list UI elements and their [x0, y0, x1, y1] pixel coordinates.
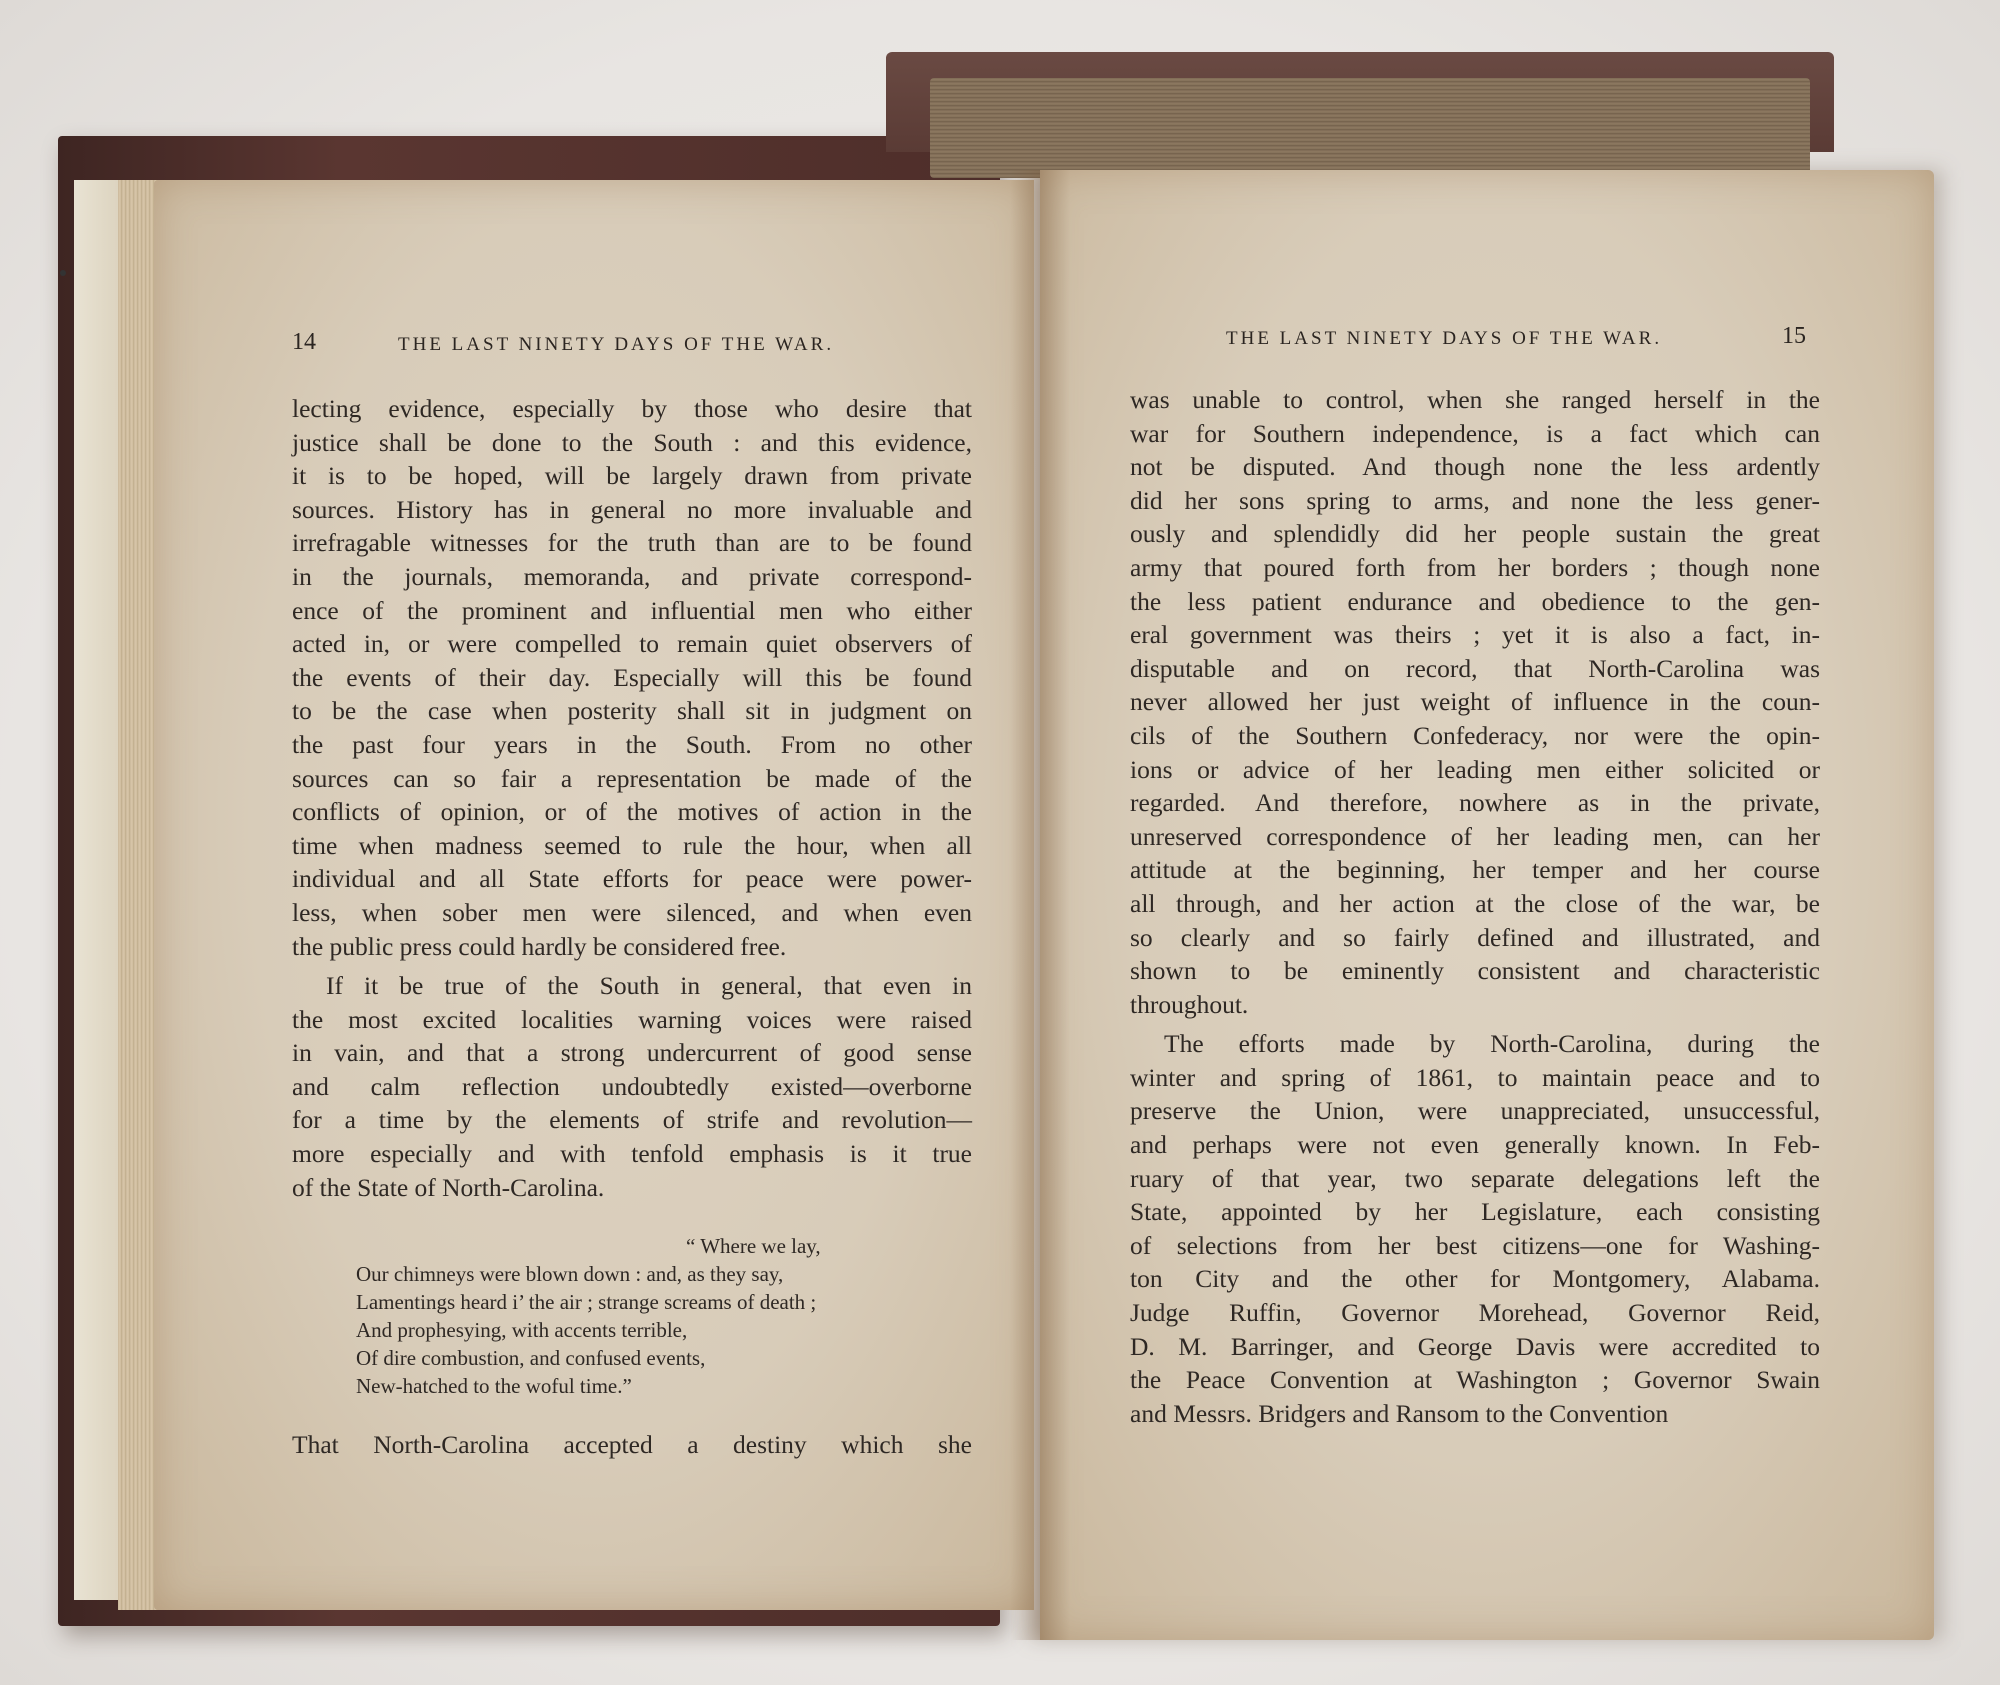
left-page-edges [118, 180, 158, 1610]
text-line: If it be true of the South in general, that even in [326, 971, 972, 1001]
poem-line: New-hatched to the woful time.” [356, 1374, 632, 1398]
text-line: ions or advice of her leading men either solicited or [1130, 754, 1820, 784]
poem-line: “ Where we lay, [686, 1234, 821, 1258]
text-line: in vain, and that a strong undercurrent of good sense [292, 1038, 972, 1068]
text-line: less, when sober men were silenced, and when even [292, 897, 972, 927]
left-page-body [292, 392, 972, 1204]
left-page-footer-text [292, 1428, 972, 1462]
text-line: the public press could hardly be considered free. [292, 931, 787, 961]
text-line: unreserved correspondence of her leading men, can her [1130, 821, 1820, 851]
text-line: acted in, or were compelled to remain quiet observers of [292, 629, 972, 659]
right-page-edges [930, 78, 1810, 178]
text-line: disputable and on record, that North-Carolina was [1130, 653, 1820, 683]
text-line: regarded. And therefore, nowhere as in the private, [1130, 788, 1820, 818]
text-line: shown to be eminently consistent and characteristic [1130, 956, 1820, 986]
text-line: The efforts made by North-Carolina, during the [1164, 1029, 1820, 1059]
text-line: in the journals, memoranda, and private correspond- [292, 561, 972, 591]
poem-line: Of dire combustion, and confused events, [356, 1346, 706, 1370]
text-line: ruary of that year, two separate delegations left the [1130, 1163, 1820, 1193]
text-line: attitude at the beginning, her temper and her course [1130, 855, 1820, 885]
text-line: and perhaps were not even generally known. In Feb- [1130, 1130, 1820, 1160]
left-paragraph-1 [292, 392, 972, 963]
text-line: more especially and with tenfold emphasis is it true [292, 1139, 972, 1169]
left-paragraph-3 [292, 1428, 972, 1462]
text-line: eral government was theirs ; yet it is also a fact, in- [1130, 620, 1820, 650]
text-line: and calm reflection undoubtedly existed—overborne [292, 1071, 972, 1101]
text-line: lecting evidence, especially by those who desire that [292, 394, 972, 423]
text-line: the most excited localities warning voices were raised [292, 1004, 972, 1034]
text-line: winter and spring of 1861, to maintain peace and to [1130, 1062, 1820, 1092]
poem-line: And prophesying, with accents terrible, [356, 1318, 688, 1342]
text-line: of the State of North-Carolina. [292, 1172, 605, 1202]
text-line: Judge Ruffin, Governor Morehead, Governor Reid, [1130, 1298, 1820, 1328]
text-line: cils of the Southern Confederacy, nor were the opin- [1130, 720, 1820, 750]
text-line: the less patient endurance and obedience to the gen- [1130, 586, 1820, 616]
text-line: never allowed her just weight of influence in the coun- [1130, 687, 1820, 717]
book-gutter [1010, 170, 1070, 1640]
text-line: ence of the prominent and influential men who either [292, 595, 972, 625]
poem-line: Our chimneys were blown down : and, as they say, [356, 1262, 784, 1286]
text-line: time when madness seemed to rule the hour, when all [292, 830, 972, 860]
left-page-number: 14 [292, 329, 316, 355]
text-line: to be the case when posterity shall sit in judgment on [292, 696, 972, 726]
text-line: war for Southern independence, is a fact which can [1130, 418, 1820, 448]
right-paragraph-2 [1130, 1027, 1820, 1430]
text-line: did her sons spring to arms, and none the less gener- [1130, 485, 1820, 515]
text-line: individual and all State efforts for peace were power- [292, 864, 972, 894]
text-line: That North-Carolina accepted a destiny which she [292, 1430, 972, 1459]
left-paragraph-2 [292, 969, 972, 1204]
text-line: it is to be hoped, will be largely drawn from private [292, 461, 972, 491]
text-line: sources. History has in general no more invaluable and [292, 494, 972, 524]
text-line: was unable to control, when she ranged herself in the [1130, 385, 1820, 414]
left-running-head: THE LAST NINETY DAYS OF THE WAR. [398, 334, 835, 355]
right-page-body [1130, 383, 1820, 1430]
poem-quote [356, 1232, 976, 1400]
text-line: the events of their day. Especially will this be found [292, 662, 972, 692]
text-line: preserve the Union, were unappreciated, unsuccessful, [1130, 1096, 1820, 1126]
text-line: justice shall be done to the South : and this evidence, [292, 427, 972, 457]
specks [60, 270, 66, 276]
text-line: sources can so fair a representation be made of the [292, 763, 972, 793]
text-line: conflicts of opinion, or of the motives of action in the [292, 797, 972, 827]
text-line: ton City and the other for Montgomery, Alabama. [1130, 1264, 1820, 1294]
text-line: of selections from her best citizens—one for Washing- [1130, 1230, 1820, 1260]
text-line: for a time by the elements of strife and revolution— [292, 1105, 972, 1135]
text-line: and Messrs. Bridgers and Ransom to the Convention [1130, 1398, 1669, 1428]
text-line: the Peace Convention at Washington ; Governor Swain [1130, 1365, 1820, 1395]
text-line: the past four years in the South. From no other [292, 729, 972, 759]
text-line: so clearly and so fairly defined and illustrated, and [1130, 922, 1820, 952]
text-line: throughout. [1130, 989, 1249, 1019]
left-flyleaf [74, 180, 120, 1600]
text-line: irrefragable witnesses for the truth than are to be found [292, 528, 972, 558]
poem-line: Lamentings heard i’ the air ; strange screams of death ; [356, 1290, 817, 1314]
text-line: ously and splendidly did her people sustain the great [1130, 519, 1820, 549]
right-paragraph-1 [1130, 383, 1820, 1021]
text-line: army that poured forth from her borders ; though none [1130, 552, 1820, 582]
right-running-head: THE LAST NINETY DAYS OF THE WAR. [1226, 328, 1663, 349]
text-line: not be disputed. And though none the less ardently [1130, 452, 1820, 482]
right-page-number: 15 [1782, 323, 1806, 349]
text-line: State, appointed by her Legislature, each consisting [1130, 1197, 1820, 1227]
text-line: all through, and her action at the close of the war, be [1130, 888, 1820, 918]
text-line: D. M. Barringer, and George Davis were accredited to [1130, 1331, 1820, 1361]
